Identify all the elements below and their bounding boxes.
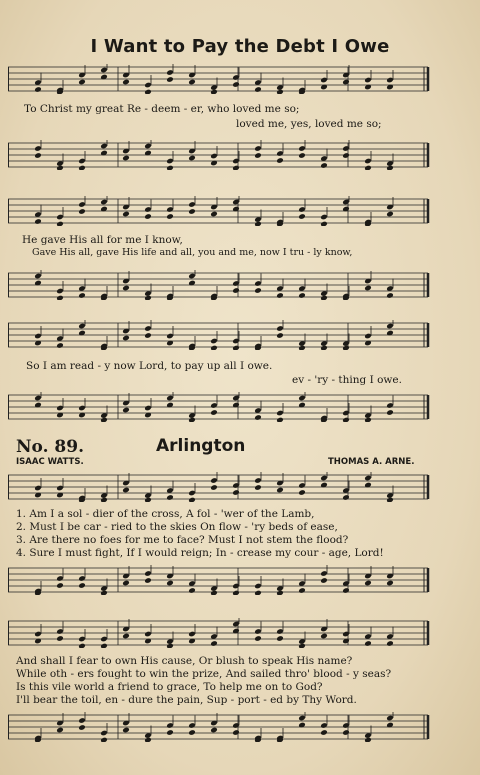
music-staff-treble-1 [8,64,432,94]
verse-line: Is this vile world a friend to grace, To help me on to God? [16,681,323,693]
words-credit: ISAAC WATTS. [16,457,84,467]
lyric-line-2-alt: Gave His all, gave His life and all, you and me, now I tru - ly know, [32,247,353,258]
music-staff-bass-4 [8,565,432,595]
hymn-number: No. 89. [16,437,84,457]
verse-line: 1. Am I a sol - dier of the cross, A fol - 'wer of the Lamb, [16,508,315,520]
music-staff-treble-3 [8,320,432,350]
lyric-line-3-alt: ev - 'ry - thing I owe. [292,374,402,386]
lyric-line-1-alt: loved me, yes, loved me so; [236,118,382,130]
song-title: I Want to Pay the Debt I Owe [90,36,390,57]
lyric-line-2: He gave His all for me I know, [22,234,183,246]
music-staff-treble-2 [8,196,432,226]
verse-line: 2. Must I be car - ried to the skies On flow - 'ry beds of ease, [16,521,338,533]
verse-line: 3. Are there no foes for me to face? Must I not stem the flood? [16,534,349,546]
verse-line: While oth - ers fought to win the prize, And sailed thro' blood - y seas? [16,668,392,680]
music-staff-bass-3 [8,392,432,422]
verse-line: 4. Sure I must fight, If I would reign; In - crease my cour - age, Lord! [16,547,384,559]
music-staff-treble-5 [8,618,432,648]
lyric-line-1: To Christ my great Re - deem - er, who loved me so; [24,103,300,115]
verse-line: And shall I fear to own His cause, Or blush to speak His name? [16,655,353,667]
music-credit: THOMAS A. ARNE. [328,457,415,467]
verse-line: I'll bear the toil, en - dure the pain, Sup - port - ed by Thy Word. [16,694,357,706]
music-staff-bass-5 [8,712,432,742]
music-staff-treble-4 [8,472,432,502]
lyric-line-3: So I am read - y now Lord, to pay up all I owe. [26,360,273,372]
music-staff-bass-2 [8,270,432,300]
music-staff-bass-1 [8,140,432,170]
hymn-title: Arlington [156,436,246,456]
